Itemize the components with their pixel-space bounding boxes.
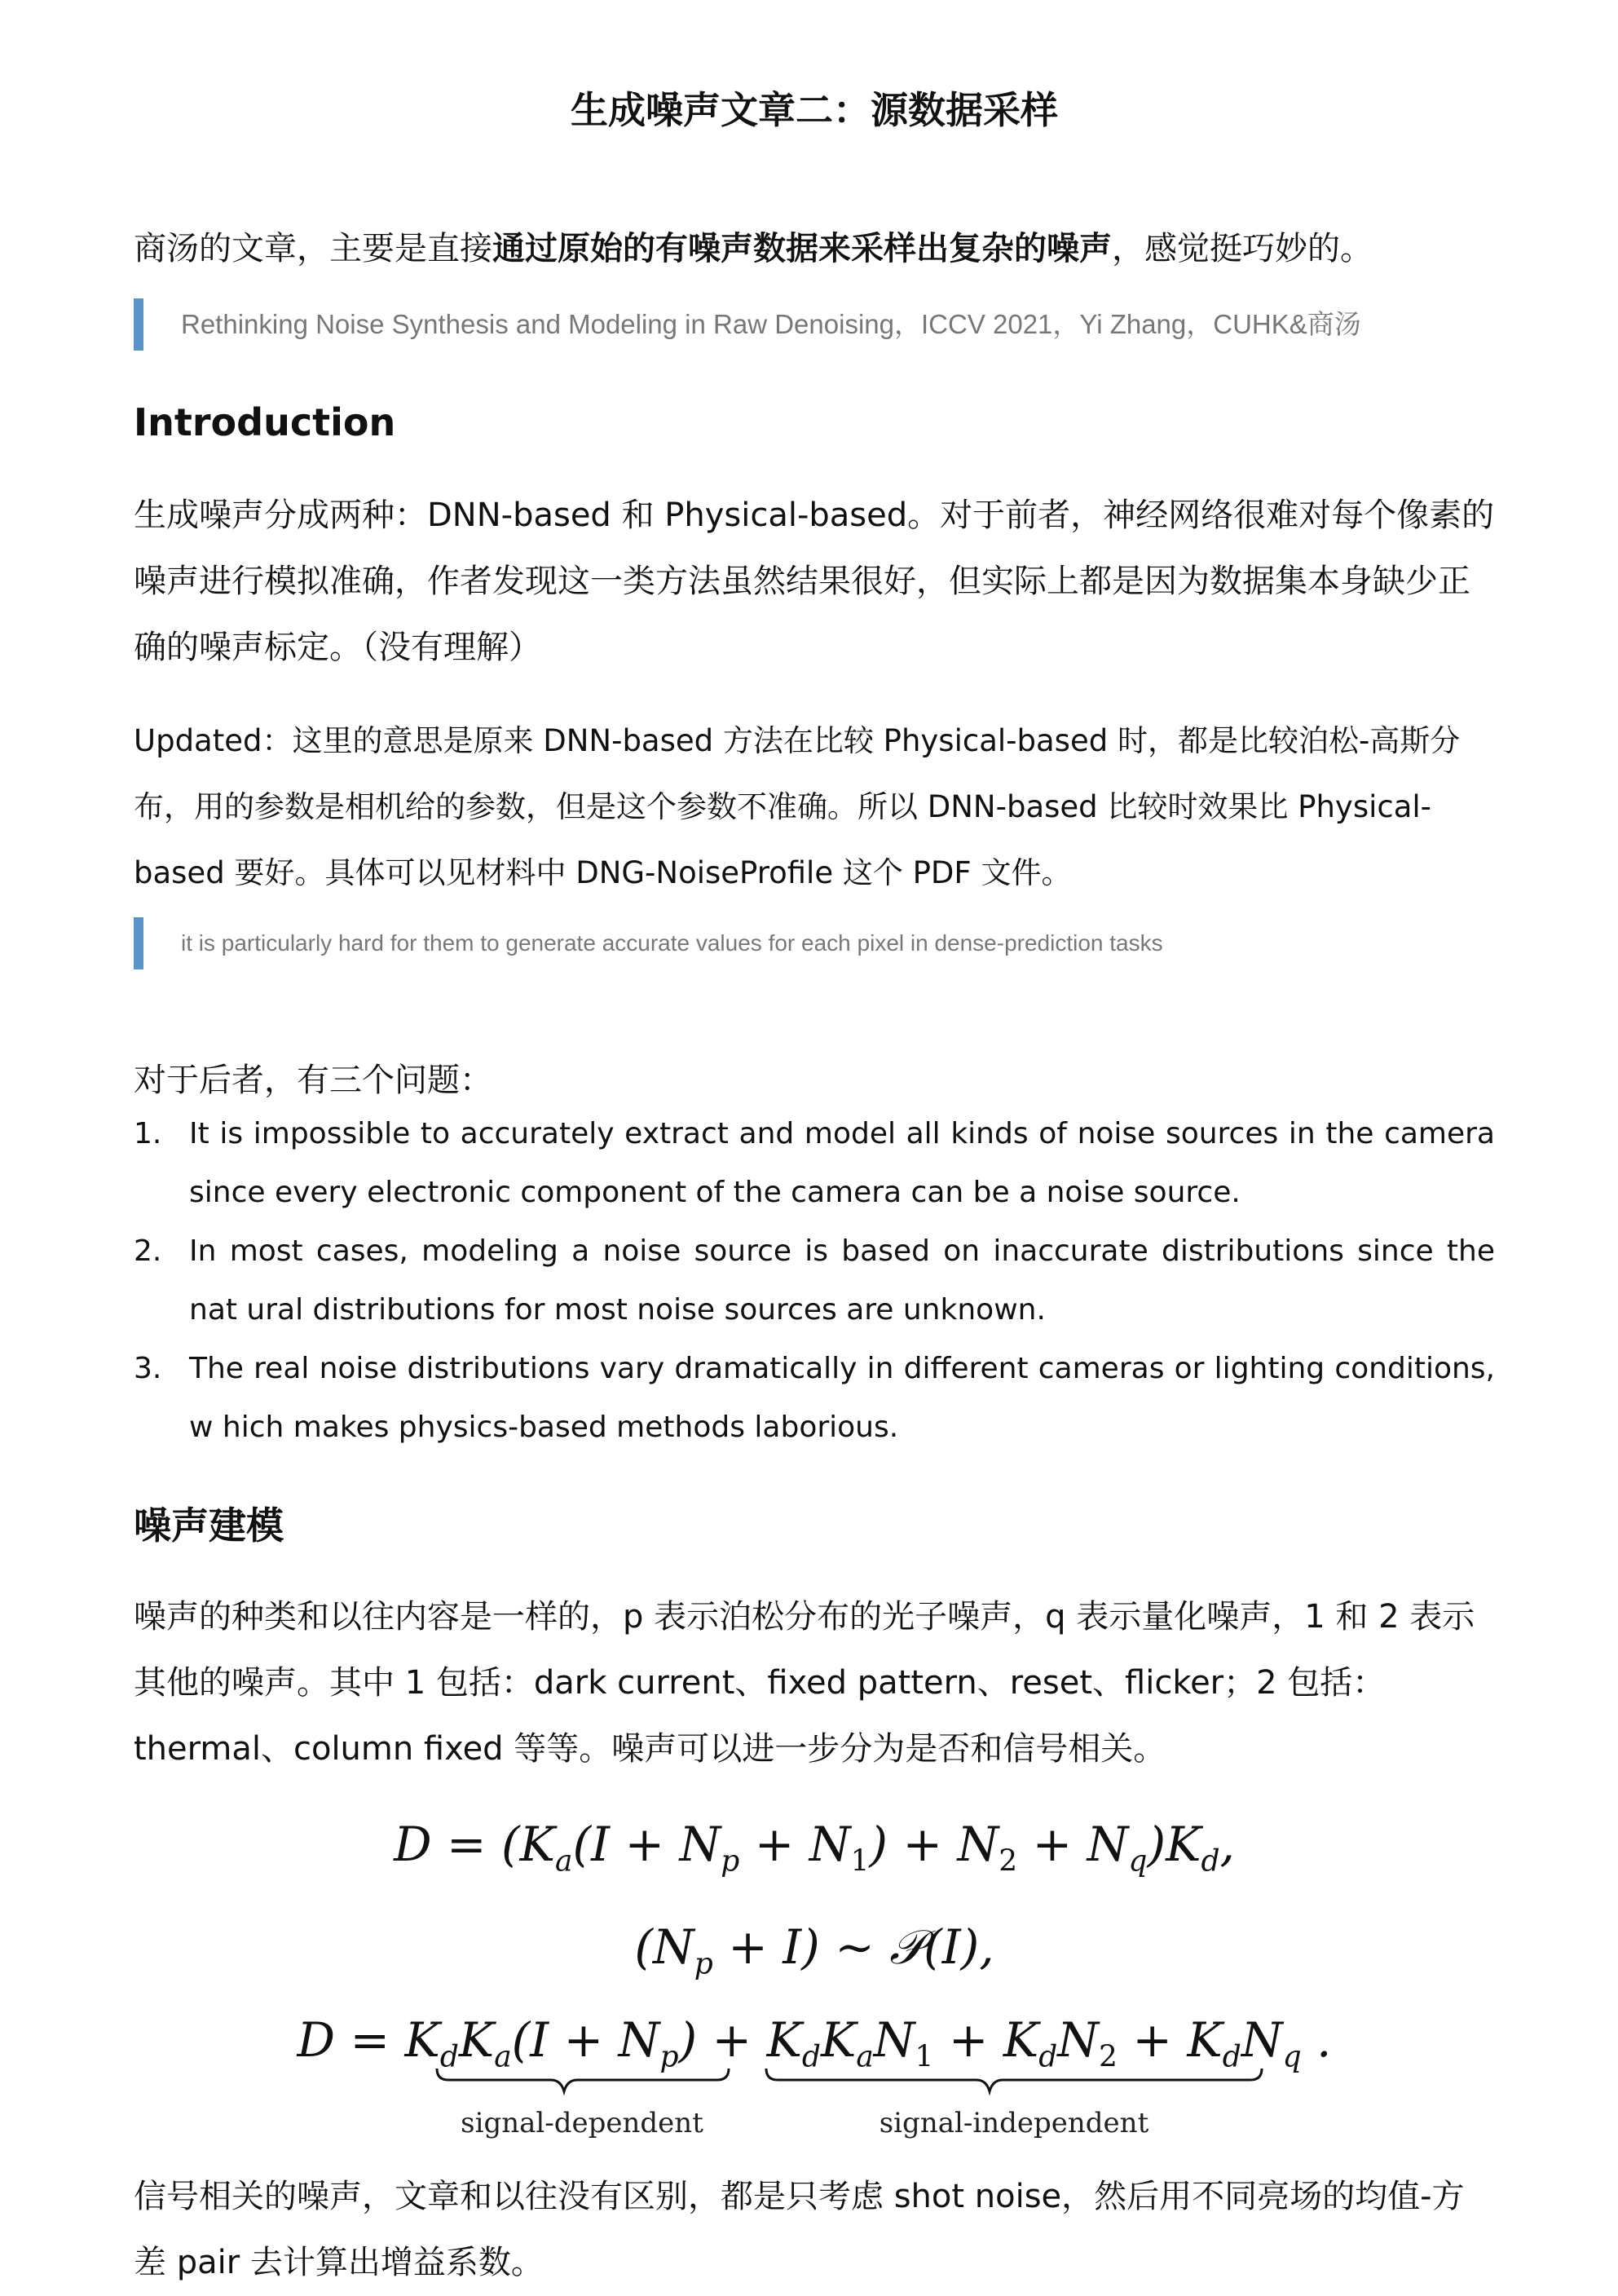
underbrace-dependent (437, 2069, 729, 2091)
list-number: 2. (134, 1234, 162, 1268)
underbrace-independent (766, 2069, 1262, 2091)
noise-modeling-heading: 噪声建模 (134, 1503, 284, 1548)
list-number: 3. (134, 1352, 162, 1385)
list-text: It is impossible to accurately extract and model all kinds of noise sources in the camera since every electronic component of the camera can be a noise source. (189, 1117, 1495, 1209)
equation-2: $(N_p + I)$ ∼ 𝒫(I), (634, 1919, 994, 1981)
latter-intro: 对于后者，有三个问题： (134, 1062, 492, 1099)
introduction-paragraph: 生成噪声分成两种：DNN-based 和 Physical-based。对于前者，神经网络很难对每个像素的噪声进行模拟准确，作者发现这一类方法虽然结果很好，但实际上都是因为数据集本身缺少正确的噪声标定。（没有理解） (134, 497, 1495, 666)
list-text: The real noise distributions vary dramatically in different cameras or lighting conditions, w hich makes physics-based methods laborious. (189, 1352, 1495, 1444)
introduction-heading: Introduction (134, 400, 396, 444)
label-signal-dependent: signal-dependent (461, 2107, 703, 2139)
list-number: 1. (134, 1117, 162, 1150)
citation-quote: Rethinking Noise Synthesis and Modeling in Raw Denoising，ICCV 2021，Yi Zhang，CUHK&商汤 (134, 298, 1495, 351)
list-text: In most cases, modeling a noise source is based on inaccurate distributions since the nat ural distributions for most noise sources are unknown. (189, 1234, 1495, 1327)
closing-paragraph: 信号相关的噪声，文章和以往没有区别，都是只考虑 shot noise，然后用不同亮场的均值-方差 pair 去计算出增益系数。 (134, 2178, 1465, 2281)
equation-1: $D = (K_a(I + N_p + N_1) + N_2 + N_q)K_d$, (394, 1817, 1235, 1879)
intro-bold: 通过原始的有噪声数据来采样出复杂的噪声 (492, 230, 1112, 267)
label-signal-independent: signal-independent (879, 2107, 1149, 2139)
equation-3: $D = K_dK_a(I + N_p) + K_dK_aN_1 + K_dN_2 + K_dN_q$ . (297, 2012, 1332, 2074)
intro-suffix: ，感觉挺巧妙的。 (1112, 230, 1373, 267)
updated-paragraph: Updated：这里的意思是原来 DNN-based 方法在比较 Physical-based 时，都是比较泊松-高斯分布，用的参数是相机给的参数，但是这个参数不准确。所以 DNN-based 比较时效果比 Physical-based 要好。具体可以见材料中 DNG-NoiseProfile 这个 PDF 文件。 (134, 723, 1461, 890)
intro-prefix: 商汤的文章，主要是直接 (134, 230, 492, 267)
underbraces (134, 0, 1495, 2289)
noise-modeling-paragraph: 噪声的种类和以往内容是一样的，p 表示泊松分布的光子噪声，q 表示量化噪声，1 和 2 表示其他的噪声。其中 1 包括：dark current、fixed pattern、reset、flicker；2 包括：thermal、column fixed 等等。噪声可以进一步分为是否和信号相关。 (134, 1598, 1475, 1768)
page-title: 生成噪声文章二：源数据采样 (571, 88, 1058, 132)
dnn-quote: it is particularly hard for them to generate accurate values for each pixel in dense-prediction tasks (134, 917, 1495, 969)
